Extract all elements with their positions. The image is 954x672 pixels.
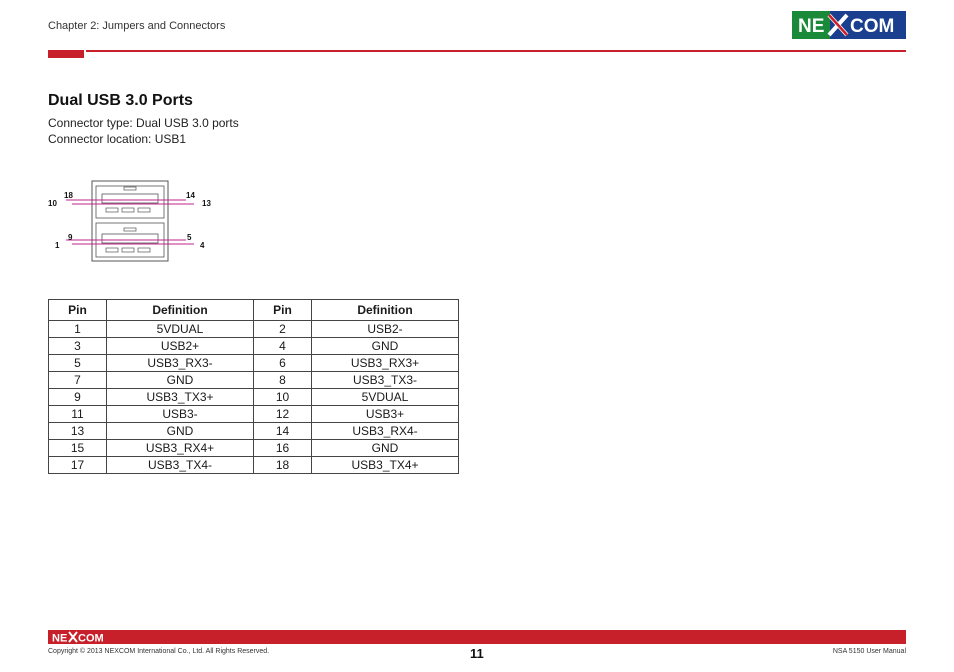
header-rule	[86, 50, 906, 52]
nexcom-logo	[792, 11, 906, 39]
nexcom-footer-logo	[52, 631, 108, 643]
connector-type: Connector type: Dual USB 3.0 ports	[48, 116, 239, 130]
pin-label-5: 5	[187, 233, 192, 242]
pin-cell: 14	[254, 423, 312, 440]
table-header-row	[49, 300, 459, 321]
footer-bar	[48, 630, 906, 644]
pin-cell: 12	[254, 406, 312, 423]
pin-cell: 13	[49, 423, 107, 440]
definition-cell: USB3_RX4+	[107, 440, 254, 457]
pin-cell: 5	[49, 355, 107, 372]
definition-cell: 5VDUAL	[312, 389, 459, 406]
header-pin: Pin	[49, 300, 107, 321]
usb-connector-diagram	[46, 178, 222, 264]
table-row	[49, 406, 459, 423]
table-row	[49, 338, 459, 355]
svg-text:COM: COM	[78, 632, 104, 643]
header-definition: Definition	[107, 300, 254, 321]
definition-cell: GND	[107, 423, 254, 440]
pin-label-1: 1	[55, 241, 60, 250]
pin-cell: 18	[254, 457, 312, 474]
table-row	[49, 440, 459, 457]
definition-cell: USB3_RX3-	[107, 355, 254, 372]
pin-cell: 16	[254, 440, 312, 457]
copyright-text: Copyright © 2013 NEXCOM International Co., Ltd. All Rights Reserved.	[48, 648, 270, 655]
table-row	[49, 457, 459, 474]
definition-cell: USB3_RX4-	[312, 423, 459, 440]
pin-cell: 6	[254, 355, 312, 372]
svg-text:NE: NE	[52, 632, 68, 643]
chapter-heading: Chapter 2: Jumpers and Connectors	[48, 20, 226, 32]
pin-cell: 17	[49, 457, 107, 474]
pin-cell: 1	[49, 321, 107, 338]
table-row	[49, 321, 459, 338]
definition-cell: USB2-	[312, 321, 459, 338]
logo-text-right: COM	[850, 16, 895, 37]
definition-cell: USB2+	[107, 338, 254, 355]
pin-cell: 15	[49, 440, 107, 457]
pin-label-10: 10	[48, 199, 57, 208]
pin-label-9: 9	[68, 233, 73, 242]
definition-cell: USB3_TX4+	[312, 457, 459, 474]
footer-decoration	[891, 630, 897, 636]
section-title: Dual USB 3.0 Ports	[48, 92, 193, 109]
connector-location: Connector location: USB1	[48, 132, 187, 146]
pin-cell: 7	[49, 372, 107, 389]
pin-label-4: 4	[200, 241, 205, 250]
definition-cell: USB3_TX3+	[107, 389, 254, 406]
table-row	[49, 423, 459, 440]
table-row	[49, 355, 459, 372]
header-pin: Pin	[254, 300, 312, 321]
pin-label-13: 13	[202, 199, 211, 208]
definition-cell: GND	[312, 440, 459, 457]
manual-name: NSA 5150 User Manual	[832, 648, 906, 655]
pin-cell: 2	[254, 321, 312, 338]
definition-cell: USB3_TX3-	[312, 372, 459, 389]
header-accent-bar	[48, 50, 84, 58]
pin-label-14: 14	[186, 191, 195, 200]
definition-cell: GND	[107, 372, 254, 389]
definition-cell: USB3+	[312, 406, 459, 423]
definition-cell: 5VDUAL	[107, 321, 254, 338]
definition-cell: USB3-	[107, 406, 254, 423]
pin-cell: 11	[49, 406, 107, 423]
pin-cell: 10	[254, 389, 312, 406]
table-row	[49, 389, 459, 406]
pin-cell: 3	[49, 338, 107, 355]
definition-cell: GND	[312, 338, 459, 355]
definition-cell: USB3_RX3+	[312, 355, 459, 372]
pin-definition-table	[48, 299, 459, 474]
table-row	[49, 372, 459, 389]
header-definition: Definition	[312, 300, 459, 321]
definition-cell: USB3_TX4-	[107, 457, 254, 474]
pin-cell: 4	[254, 338, 312, 355]
pin-cell: 8	[254, 372, 312, 389]
pin-cell: 9	[49, 389, 107, 406]
pin-label-18: 18	[64, 191, 73, 200]
page-number: 11	[470, 646, 484, 661]
logo-text-left: NE	[798, 16, 825, 37]
